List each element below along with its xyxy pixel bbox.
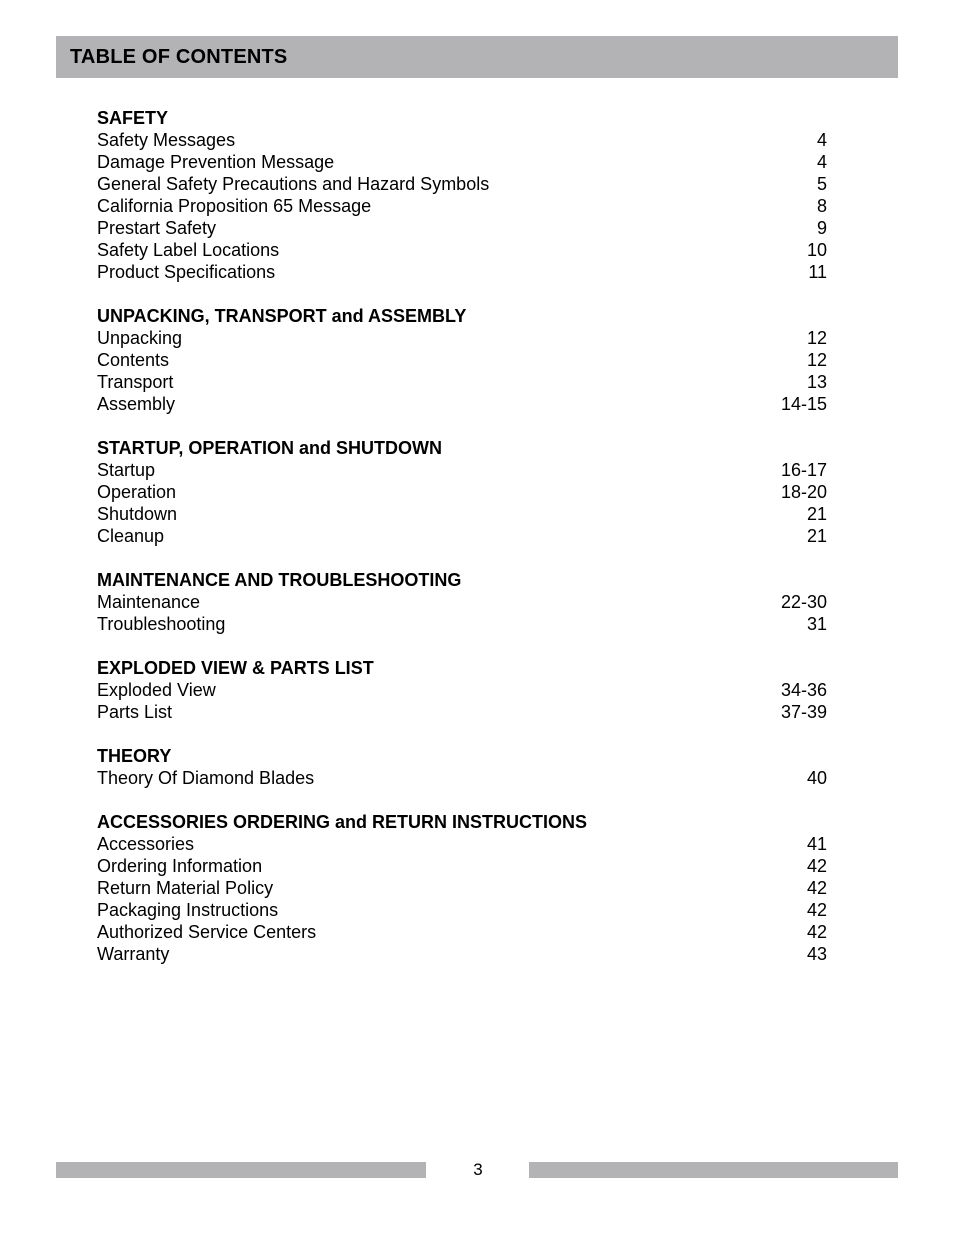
toc-entry[interactable] (97, 613, 827, 635)
toc-entry-page: 21 (806, 526, 827, 546)
toc-entry-page: 4 (816, 152, 827, 172)
toc-entry-label: Product Specifications (97, 262, 276, 282)
section-title: THEORY (97, 746, 172, 766)
section-title: STARTUP, OPERATION and SHUTDOWN (97, 438, 443, 458)
toc-section (97, 745, 827, 789)
toc-entry-label: Exploded View (97, 680, 216, 700)
section-title: EXPLODED VIEW & PARTS LIST (97, 658, 374, 678)
toc-entry-page: 31 (806, 614, 827, 634)
toc-entry-page: 13 (806, 372, 827, 392)
toc-entry[interactable] (97, 767, 827, 789)
toc-entry[interactable] (97, 459, 827, 481)
header-bar (56, 36, 898, 78)
toc-entry-page: 34-36 (780, 680, 827, 700)
toc-entry-label: Unpacking (97, 328, 183, 348)
footer-bar-left (56, 1162, 426, 1178)
footer-bar-right (529, 1162, 898, 1178)
toc-entry[interactable] (97, 195, 827, 217)
toc-section (97, 657, 827, 723)
toc-entry[interactable] (97, 877, 827, 899)
toc-section (97, 107, 827, 283)
toc-entry[interactable] (97, 679, 827, 701)
toc-entry[interactable] (97, 173, 827, 195)
toc-entry[interactable] (97, 525, 827, 547)
toc-entry[interactable] (97, 503, 827, 525)
toc-entry-page: 42 (806, 922, 827, 942)
toc-entry[interactable] (97, 943, 827, 965)
toc-entry-page: 42 (806, 856, 827, 876)
toc-entry-page: 12 (806, 328, 827, 348)
toc-entry-label: California Proposition 65 Message (97, 196, 372, 216)
toc-entry-label: Parts List (97, 702, 173, 722)
toc-entry-label: Contents (97, 350, 170, 370)
toc-entry-label: Theory Of Diamond Blades (97, 768, 315, 788)
section-title: SAFETY (97, 108, 169, 128)
toc-entry-page: 11 (808, 262, 827, 282)
toc-entry-label: Prestart Safety (97, 218, 217, 238)
toc-entry[interactable] (97, 371, 827, 393)
toc-entry-page: 10 (806, 240, 827, 260)
toc-entry[interactable] (97, 899, 827, 921)
toc-entry-page: 18-20 (780, 482, 827, 502)
toc-entry[interactable] (97, 129, 827, 151)
toc-entry-page: 5 (816, 174, 827, 194)
toc-entry-page: 40 (806, 768, 827, 788)
section-title: UNPACKING, TRANSPORT and ASSEMBLY (97, 306, 467, 326)
toc-entry-label: Warranty (97, 944, 170, 964)
toc-entry[interactable] (97, 591, 827, 613)
page-title: TABLE OF CONTENTS (70, 45, 288, 68)
toc-section (97, 569, 827, 635)
toc-entry-page: 22-30 (780, 592, 827, 612)
toc-entry-page: 8 (816, 196, 827, 216)
toc-entry-label: Packaging Instructions (97, 900, 279, 920)
toc-entry[interactable] (97, 921, 827, 943)
toc-entry-label: Transport (97, 372, 174, 392)
toc-section (97, 305, 827, 415)
toc-entry[interactable] (97, 239, 827, 261)
table-of-contents (97, 107, 827, 987)
toc-entry-label: Ordering Information (97, 856, 263, 876)
toc-entry-label: Assembly (97, 394, 176, 414)
toc-entry[interactable] (97, 217, 827, 239)
toc-entry-label: Maintenance (97, 592, 201, 612)
page-number: 3 (473, 1160, 483, 1179)
toc-entry[interactable] (97, 151, 827, 173)
toc-entry-label: Authorized Service Centers (97, 922, 317, 942)
toc-entry-label: General Safety Precautions and Hazard Symbols (97, 174, 490, 194)
toc-entry-label: Safety Messages (97, 130, 236, 150)
toc-entry[interactable] (97, 481, 827, 503)
toc-section (97, 811, 827, 965)
toc-entry[interactable] (97, 327, 827, 349)
toc-entry-page: 14-15 (780, 394, 827, 414)
toc-entry-page: 4 (816, 130, 827, 150)
toc-entry[interactable] (97, 349, 827, 371)
toc-entry-page: 42 (806, 878, 827, 898)
toc-entry-label: Cleanup (97, 526, 165, 546)
toc-entry[interactable] (97, 261, 827, 283)
toc-entry-label: Safety Label Locations (97, 240, 280, 260)
section-title: MAINTENANCE AND TROUBLESHOOTING (97, 570, 462, 590)
toc-entry-page: 41 (806, 834, 827, 854)
toc-section (97, 437, 827, 547)
toc-entry-label: Accessories (97, 834, 195, 854)
toc-entry-label: Operation (97, 482, 177, 502)
toc-entry[interactable] (97, 701, 827, 723)
toc-entry-page: 16-17 (780, 460, 827, 480)
section-title: ACCESSORIES ORDERING and RETURN INSTRUCTIONS (97, 812, 588, 832)
toc-entry-label: Return Material Policy (97, 878, 274, 898)
toc-entry-label: Startup (97, 460, 156, 480)
toc-entry-page: 42 (806, 900, 827, 920)
toc-entry-label: Troubleshooting (97, 614, 226, 634)
toc-entry-label: Shutdown (97, 504, 178, 524)
toc-entry-label: Damage Prevention Message (97, 152, 335, 172)
toc-entry[interactable] (97, 393, 827, 415)
toc-entry[interactable] (97, 855, 827, 877)
toc-entry[interactable] (97, 833, 827, 855)
toc-entry-page: 21 (806, 504, 827, 524)
toc-entry-page: 37-39 (780, 702, 827, 722)
toc-entry-page: 43 (806, 944, 827, 964)
toc-entry-page: 9 (816, 218, 827, 238)
toc-entry-page: 12 (806, 350, 827, 370)
